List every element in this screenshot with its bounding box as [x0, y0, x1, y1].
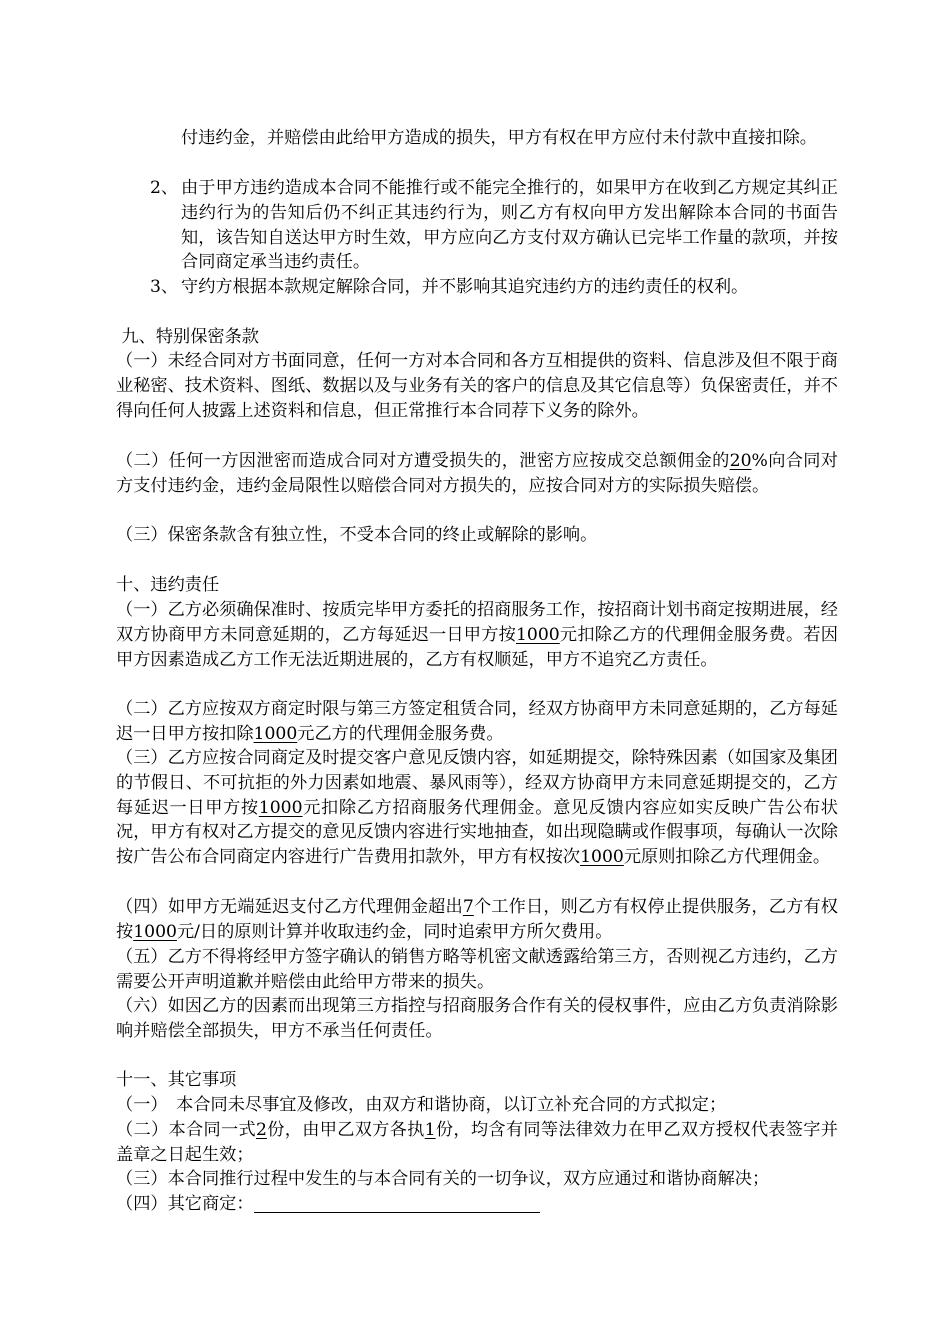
- s10-paragraph-4: [116, 895, 838, 945]
- s10-p4-amount: 1000: [133, 921, 177, 942]
- s11-p4-text: （四）其它商定：: [116, 1194, 254, 1214]
- s9-p1-text: （一）未经合同对方书面同意，任何一方对本合同和各方互相提供的资料、信息涉及但不限于商业秘密、技术资料、图纸、数据以及与业务有关的客户的信息及其它信息等）负保密责任，并不得向任何人披露上述资料和信息，但正常推行本合同荐下义务的除外。: [116, 351, 838, 421]
- section-10-title: 十、违约责任: [116, 575, 220, 595]
- s9-paragraph-3: [116, 523, 838, 548]
- section-11-title: 十一、其它事项: [116, 1070, 237, 1090]
- s10-p1-text-b: 元扣除乙方的代理佣金服务费。若因甲方因素造成乙方工作无法近期进展的，乙方有权顺延，甲方不追究乙方责任。: [116, 624, 838, 670]
- s10-paragraph-6: [116, 994, 838, 1044]
- s11-p1-text: （一） 本合同未尽事宜及修改，由双方和谐协商，以订立补充合同的方式拟定；: [116, 1095, 727, 1115]
- s10-p1-text-a: （一）乙方必须确保准时、按质完毕甲方委托的招商服务工作，按招商计划书商定按期进展，经双方协商甲方未同意延期的，乙方每延迟一日甲方按: [116, 600, 838, 645]
- s11-paragraph-1: [116, 1093, 838, 1118]
- s10-p4-text-b: 个工作日，则乙方有权停止提供服务，乙方有权按: [116, 897, 838, 942]
- s10-p2-text-b: 元乙方的代理佣金服务费。: [297, 723, 504, 744]
- numbered-item-3: [150, 275, 838, 300]
- s10-paragraph-5: [116, 945, 838, 995]
- s11-paragraph-3: [116, 1167, 838, 1192]
- s9-percentage: 20: [729, 451, 752, 471]
- s10-p4-days: 7: [462, 897, 474, 917]
- s10-p6-text: （六）如因乙方的因素而出现第三方指控与招商服务合作有关的侵权事件，应由乙方负责消除影响并赔偿全部损失，甲方不承当任何责任。: [116, 996, 838, 1041]
- s11-copies: 2: [255, 1120, 267, 1140]
- s10-paragraph-3: [116, 746, 838, 870]
- s10-p5-text: （五）乙方不得将经甲方签字确认的销售方略等机密文献透露给第三方，否则视乙方违约，乙方需要公开声明道歉并赔偿由此给甲方带来的损失。: [116, 947, 838, 992]
- s10-p2-amount: 1000: [253, 723, 298, 744]
- s9-paragraph-2: [116, 449, 838, 499]
- s10-p4-text-c: 元/日的原则计算并收取违约金，同时追索甲方所欠费用。: [176, 921, 613, 942]
- other-agreements-blank-line: [254, 1211, 540, 1213]
- s10-paragraph-1: [116, 598, 838, 672]
- s10-p3-text-c: 元原则扣除乙方代理佣金。: [623, 847, 831, 868]
- s11-paragraph-2: [116, 1118, 838, 1168]
- section-9-title: 九、特别保密条款: [116, 327, 259, 347]
- s11-p3-text: （三）本合同推行过程中发生的与本合同有关的一切争议，双方应通过和谐协商解决；: [116, 1169, 770, 1189]
- s11-copies-each: 1: [424, 1120, 436, 1140]
- s9-p2-text-a: （二）任何一方因泄密而造成合同对方遭受损失的，泄密方应按成交总额佣金的: [116, 451, 730, 471]
- section-10-heading: [116, 573, 219, 598]
- s9-p3-text: （三）保密条款含有独立性，不受本合同的终止或解除的影响。: [116, 525, 598, 545]
- s10-p4-text-a: （四）如甲方无端延迟支付乙方代理佣金超出: [116, 897, 463, 917]
- item-text: 由于甲方违约造成本合同不能推行或不能完全推行的，如果甲方在收到乙方规定其纠正违约行为的告知后仍不纠正其违约行为，则乙方有权向甲方发出解除本合同的书面告知，该告知自送达甲方时生效，甲方应向乙方支付双方确认已完毕工作量的款项，并按合同商定承当违约责任。: [181, 178, 838, 273]
- section-9-heading: [116, 325, 259, 350]
- s10-p3-text-b: 元扣除乙方招商服务代理佣金。意见反馈内容应如实反映广告公布状况，甲方有权对乙方提交的意见反馈内容进行实地抽查，如出现隐瞒或作假事项，每确认一次除按广告公布合同商定内容进行广告费用扣款外，甲方有权按次: [116, 797, 838, 868]
- continuation-text: 付违约金，并赔偿由此给甲方造成的损失，甲方有权在甲方应付未付款中直接扣除。: [181, 128, 817, 148]
- s11-paragraph-4: [116, 1192, 838, 1217]
- s11-p2-text-b: 份，由甲乙双方各执: [266, 1120, 425, 1140]
- s9-p2-text-b: %向合同对方支付违约金，违约金局限性以赔偿合同对方损失的，应按合同对方的实际损失赔偿。: [116, 451, 838, 496]
- numbered-item-2: [150, 176, 838, 275]
- s10-paragraph-2: [116, 697, 838, 747]
- s10-p3-amount-2: 1000: [580, 847, 624, 868]
- continuation-paragraph: [181, 126, 838, 151]
- s10-p1-amount: 1000: [515, 624, 560, 645]
- s9-paragraph-1: [116, 349, 838, 423]
- s10-p2-text-a: （二）乙方应按双方商定时限与第三方签定租赁合同，经双方协商甲方未同意延期的，乙方每延迟一日甲方按扣除: [116, 699, 838, 744]
- item-text: 守约方根据本款规定解除合同，并不影响其追究违约方的违约责任的权利。: [181, 277, 749, 297]
- s11-p2-text-a: （二）本合同一式: [116, 1120, 256, 1140]
- s10-p3-text-a: （三）乙方应按合同商定及时提交客户意见反馈内容，如延期提交，除特殊因素（如国家及集团的节假日、不可抗拒的外力因素如地震、暴风雨等），经双方协商甲方未同意延期提交的，乙方每延迟一日甲方按: [116, 748, 838, 818]
- item-number: 2、: [150, 178, 179, 198]
- s10-p3-amount-1: 1000: [258, 797, 303, 818]
- section-11-heading: [116, 1068, 236, 1093]
- s11-p2-text-c: 份，均含有同等法律效力在甲乙双方授权代表签字并盖章之日起生效；: [116, 1120, 838, 1165]
- item-number: 3、: [150, 277, 179, 297]
